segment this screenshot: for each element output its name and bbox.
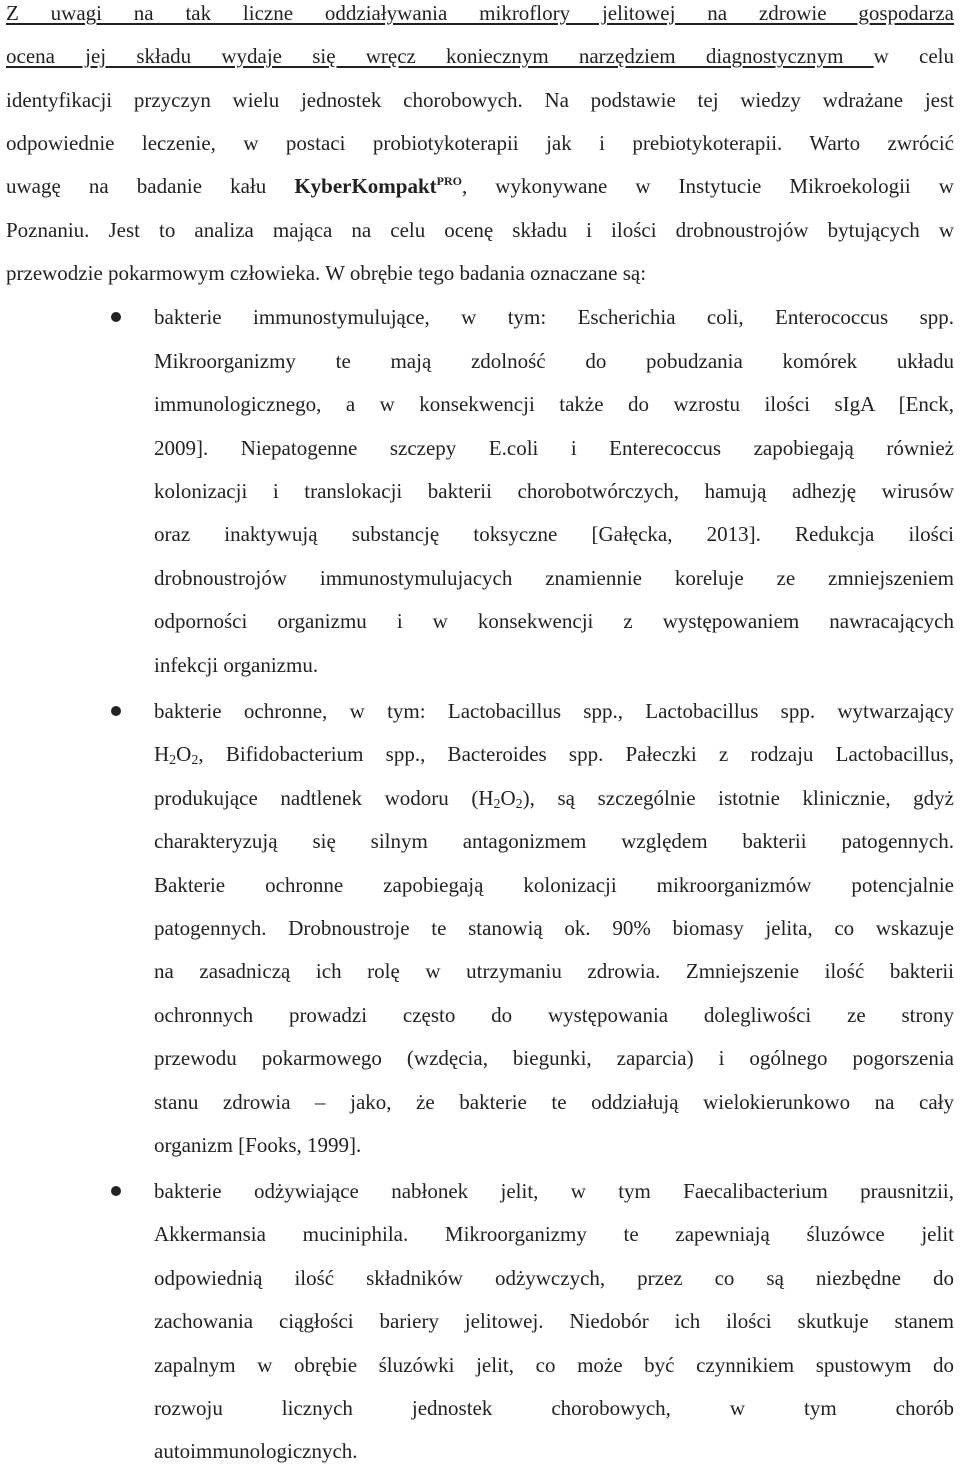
text-span: H [154,742,170,766]
paragraph-1-line-3: identyfikacji przyczyn wielu jednostek chorobowych. Na podstawie tej wiedzy wdrażane jest [6,88,954,112]
text-span: w celu [873,44,954,68]
underlined-text: ocena jej składu wydaje się wręcz koniecznym narzędziem diagnostycznym [6,44,874,68]
bullet-2-line-10: stanu zdrowia – jako, że bakterie te oddziałują wielokierunkowo na cały [154,1090,954,1114]
bullet-2-line-5: Bakterie ochronne zapobiegają kolonizacji mikroorganizmów potencjalnie [154,873,954,897]
bullet-2-line-2 [154,741,954,767]
bullet-1-line-3: immunologicznego, a w konsekwencji także do wzrostu ilości sIgA [Enck, [154,392,954,416]
subscript: 2 [169,753,177,768]
paragraph-1-line-1: Z uwagi na tak liczne oddziaływania mikroflory jelitowej na zdrowie gospodarza [6,1,954,25]
subscript: 2 [191,753,199,768]
bullet-1-line-4: 2009]. Niepatogenne szczepy E.coli i Enterecoccus zapobiegają również [154,436,954,460]
bullet-3-line-3: odpowiednią ilość składników odżywczych, przez co są niezbędne do [154,1266,954,1290]
text-span: , Bifidobacterium spp., Bacteroides spp. Pałeczki z rodzaju Lactobacillus, [198,742,954,766]
product-superscript: PRO [436,174,462,188]
bullet-point-1 [111,312,121,322]
text-span: ), są szczególnie istotnie klinicznie, gdyż [522,786,954,810]
bullet-3-line-7: autoimmunologicznych. [154,1439,358,1463]
paragraph-1-line-2 [6,43,954,69]
bullet-1-line-7: drobnoustrojów immunostymulujacych znamiennie koreluje ze zmniejszeniem [154,566,954,590]
bullet-1-line-2: Mikroorganizmy te mają zdolność do pobudzania komórek układu [154,349,954,373]
bullet-2-line-4: charakteryzują się silnym antagonizmem względem bakterii patogennych. [154,829,954,853]
bullet-2-line-6: patogennych. Drobnoustroje te stanowią ok. 90% biomasy jelita, co wskazuje [154,916,954,940]
text-span: produkujące nadtlenek wodoru (H [154,786,494,810]
bullet-2-line-8: ochronnych prowadzi często do występowania dolegliwości ze strony [154,1003,954,1027]
bullet-3-line-2: Akkermansia muciniphila. Mikroorganizmy te zapewniają śluzówce jelit [154,1222,954,1246]
text-span: O [176,742,192,766]
bullet-3-line-6: rozwoju licznych jednostek chorobowych, w tym chorób [154,1396,954,1420]
subscript: 2 [493,797,501,812]
bullet-1-line-9: infekcji organizmu. [154,653,319,677]
bullet-1-line-1: bakterie immunostymulujące, w tym: Escherichia coli, Enterococcus spp. [154,305,954,329]
text-span: O [500,786,516,810]
bullet-2-line-9: przewodu pokarmowego (wzdęcia, biegunki, zaparcia) i ogólnego pogorszenia [154,1046,954,1070]
text-span: , wykonywane w Instytucie Mikroekologii w [462,174,954,198]
bullet-3-line-5: zapalnym w obrębie śluzówki jelit, co może być czynnikiem spustowym do [154,1353,954,1377]
product-name: KyberKompakt [294,174,437,198]
paragraph-1-line-7: przewodzie pokarmowym człowieka. W obrębie tego badania oznaczane są: [6,261,647,285]
bullet-1-line-6: oraz inaktywują substancję toksyczne [Gałęcka, 2013]. Redukcja ilości [154,522,954,546]
bullet-point-3 [111,1186,121,1196]
subscript: 2 [515,797,523,812]
bullet-3-line-1: bakterie odżywiające nabłonek jelit, w tym Faecalibacterium prausnitzii, [154,1179,954,1203]
bullet-2-line-7: na zasadniczą ich rolę w utrzymaniu zdrowia. Zmniejszenie ilość bakterii [154,959,954,983]
paragraph-1-line-4: odpowiednie leczenie, w postaci probiotykoterapii jak i prebiotykoterapii. Warto zwrócić [6,131,954,155]
bullet-3-line-4: zachowania ciągłości bariery jelitowej. Niedobór ich ilości skutkuje stanem [154,1309,954,1333]
bullet-1-line-8: odporności organizmu i w konsekwencji z występowaniem nawracających [154,609,954,633]
bullet-2-line-3 [154,785,954,811]
text-span: uwagę na badanie kału [6,174,295,198]
paragraph-1-line-6: Poznaniu. Jest to analiza mająca na celu ocenę składu i ilości drobnoustrojów bytujących w [6,218,954,242]
paragraph-1-line-5 [6,173,954,199]
bullet-2-line-1: bakterie ochronne, w tym: Lactobacillus spp., Lactobacillus spp. wytwarzający [154,699,954,723]
bullet-1-line-5: kolonizacji i translokacji bakterii chorobotwórczych, hamują adhezję wirusów [154,479,954,503]
bullet-point-2 [111,706,121,716]
bullet-2-line-11: organizm [Fooks, 1999]. [154,1133,362,1157]
